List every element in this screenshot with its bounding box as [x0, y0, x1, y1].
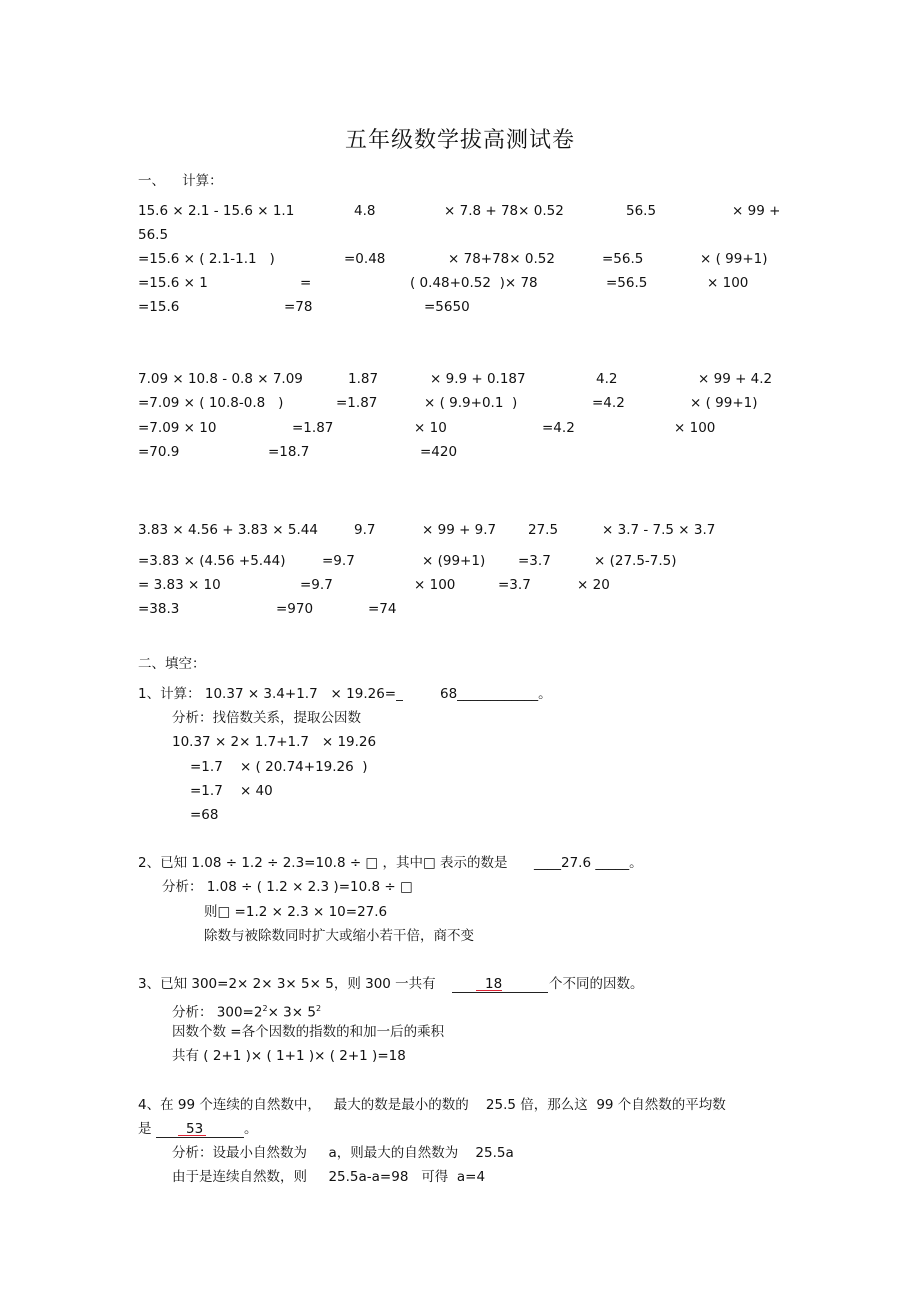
calc-step: =15.6 × 1 — [138, 275, 208, 291]
page-title: 五年级数学拔高测试卷 — [344, 128, 575, 153]
calc-step: × 100 — [674, 420, 716, 436]
analysis-line: =1.7 × 40 — [190, 783, 273, 799]
calc-step: × 20 — [577, 577, 610, 593]
calc-problem: 1.87 — [348, 371, 379, 387]
calc-step: =56.5 — [602, 251, 644, 267]
question-4-suffix: 。 — [244, 1121, 258, 1137]
calc-problem: 56.5 — [138, 227, 169, 243]
analysis-line: =68 — [190, 807, 219, 823]
question-1-answer: 68____________。 — [440, 686, 552, 702]
question-1: 1、计算： 10.37 × 3.4+1.7 × 19.26=_ — [138, 686, 403, 702]
analysis-line: 10.37 × 2× 1.7+1.7 × 19.26 — [172, 734, 377, 750]
question-2: 2、已知 1.08 ÷ 1.2 ÷ 2.3=10.8 ÷ □ ，其中□ 表示的数是 — [138, 855, 508, 871]
calc-step: =4.2 — [592, 395, 625, 411]
calc-result: =420 — [420, 444, 458, 460]
calc-result: =70.9 — [138, 444, 180, 460]
calc-step: × ( 99+1) — [700, 251, 768, 267]
section-2-heading: 二、填空： — [138, 656, 206, 672]
calc-result: =15.6 — [138, 299, 180, 315]
calc-problem: 15.6 × 2.1 - 15.6 × 1.1 — [138, 203, 295, 219]
analysis-line: 由于是连续自然数，则 25.5a-a=98 可得 a=4 — [172, 1169, 486, 1185]
calc-result: =5650 — [424, 299, 470, 315]
calc-step: × ( 99+1) — [690, 395, 758, 411]
calc-step: × 100 — [414, 577, 456, 593]
question-3-answer: 18 — [485, 976, 503, 992]
analysis-line: 分析：设最小自然数为 a，则最大的自然数为 25.5a — [172, 1145, 514, 1161]
calc-step: × 78+78× 0.52 — [448, 251, 555, 267]
exponent: 2 — [315, 1004, 322, 1013]
analysis-mid: × 3× 5 — [267, 1004, 316, 1021]
exponent: 2 — [262, 1004, 268, 1013]
calc-step: ( 0.48+0.52 )× 78 — [410, 275, 538, 291]
question-4-prefix: 是 — [138, 1121, 152, 1137]
analysis-line: 共有 ( 2+1 )× ( 1+1 )× ( 2+1 )=18 — [172, 1048, 406, 1064]
calc-result: =74 — [368, 601, 397, 617]
calc-problem: × 99 + — [732, 203, 781, 219]
calc-step: × 100 — [707, 275, 749, 291]
question-4: 4、在 99 个连续的自然数中， 最大的数是最小的数的 25.5 倍，那么这 99 个自然数的平均数 — [138, 1097, 726, 1113]
calc-step: × 10 — [414, 420, 447, 436]
calc-step: =0.48 — [344, 251, 386, 267]
calc-step: =3.83 × (4.56 +5.44) — [138, 553, 286, 569]
calc-step: =3.7 — [518, 553, 551, 569]
calc-problem: × 9.9 + 0.187 — [430, 371, 526, 387]
calc-problem: × 3.7 - 7.5 × 3.7 — [602, 522, 716, 538]
analysis-prefix: 分析： 300=2 — [172, 1004, 263, 1021]
calc-step: =4.2 — [542, 420, 575, 436]
calc-result: =18.7 — [268, 444, 310, 460]
calc-step: =56.5 — [606, 275, 648, 291]
calc-result: =970 — [276, 601, 314, 617]
calc-step: =1.87 — [336, 395, 378, 411]
calc-problem: 7.09 × 10.8 - 0.8 × 7.09 — [138, 371, 303, 387]
calc-step: =3.7 — [498, 577, 531, 593]
analysis-line: 除数与被除数同时扩大或缩小若干倍，商不变 — [204, 928, 474, 944]
calc-problem: 56.5 — [626, 203, 657, 219]
calc-step: = — [300, 275, 312, 291]
calc-step: =15.6 × ( 2.1-1.1 ) — [138, 251, 275, 267]
calc-step: =1.87 — [292, 420, 334, 436]
calc-problem: × 99 + 4.2 — [698, 371, 773, 387]
analysis-line — [172, 1000, 321, 1022]
calc-result: =78 — [284, 299, 313, 315]
calc-step: × (27.5-7.5) — [594, 553, 677, 569]
calc-step: = 3.83 × 10 — [138, 577, 221, 593]
question-2-answer: ____27.6 _____。 — [534, 855, 643, 871]
analysis-line: 分析：找倍数关系，提取公因数 — [172, 710, 361, 726]
question-3: 3、已知 300=2× 2× 3× 5× 5，则 300 一共有 — [138, 976, 436, 992]
analysis-line: =1.7 × ( 20.74+19.26 ) — [190, 759, 368, 775]
analysis-line: 因数个数 =各个因数的指数的和加一后的乘积 — [172, 1024, 445, 1040]
analysis-line: 则□ =1.2 × 2.3 × 10=27.6 — [204, 904, 388, 920]
calc-problem: 4.2 — [596, 371, 618, 387]
calc-problem: 4.8 — [354, 203, 376, 219]
calc-problem: 27.5 — [528, 522, 559, 538]
calc-step: =7.09 × ( 10.8-0.8 ) — [138, 395, 284, 411]
question-3-tail: 个不同的因数。 — [549, 976, 644, 992]
calc-problem: × 99 + 9.7 — [422, 522, 497, 538]
calc-step: =9.7 — [322, 553, 355, 569]
calc-step: × (99+1) — [422, 553, 486, 569]
calc-result: =38.3 — [138, 601, 180, 617]
calc-problem: 9.7 — [354, 522, 376, 538]
question-4-answer: 53 — [186, 1121, 204, 1137]
calc-step: =9.7 — [300, 577, 333, 593]
analysis-line: 分析： 1.08 ÷ ( 1.2 × 2.3 )=10.8 ÷ □ — [162, 879, 413, 895]
section-1-heading: 一、 计算： — [138, 173, 223, 189]
calc-problem: × 7.8 + 78× 0.52 — [444, 203, 564, 219]
calc-step: =7.09 × 10 — [138, 420, 217, 436]
calc-step: × ( 9.9+0.1 ) — [424, 395, 518, 411]
calc-problem: 3.83 × 4.56 + 3.83 × 5.44 — [138, 522, 318, 538]
